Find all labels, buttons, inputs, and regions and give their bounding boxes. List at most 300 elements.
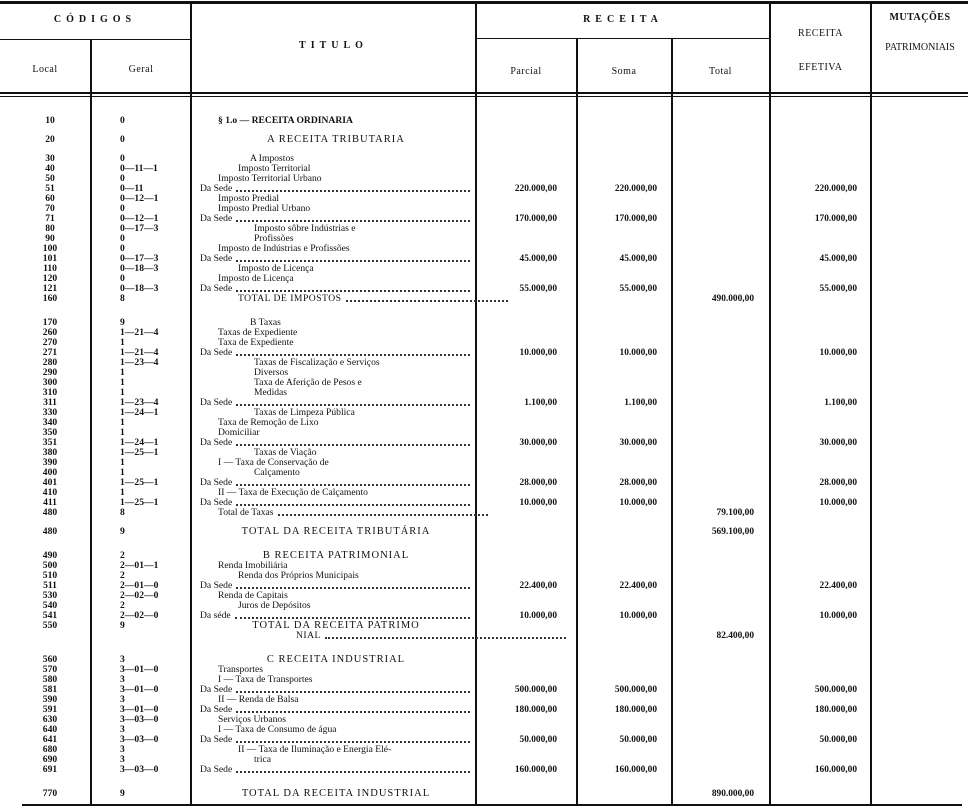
code-geral: 1 <box>120 377 125 388</box>
code-local: 591 <box>42 704 58 715</box>
dot-leader <box>236 254 470 262</box>
code-geral: 2 <box>120 550 125 561</box>
row-title <box>200 621 472 631</box>
value-receita-efetiva: 500.000,00 <box>814 685 857 695</box>
value-receita-efetiva: 10.000,00 <box>819 348 857 358</box>
table-row <box>0 418 968 428</box>
code-geral: 0 <box>120 115 125 126</box>
row-title <box>200 174 490 184</box>
code-local: 71 <box>45 213 55 224</box>
row-title <box>200 338 490 348</box>
code-local: 160 <box>42 293 58 304</box>
row-title-text: Imposto sôbre Indústrias e <box>254 223 356 234</box>
value-receita-efetiva: 55.000,00 <box>819 284 857 294</box>
table-row <box>0 789 968 799</box>
table-row <box>0 264 968 274</box>
row-title-text: Da Sede <box>200 347 233 358</box>
code-geral: 2—02—0 <box>120 610 159 621</box>
row-title-text: Medidas <box>254 387 288 398</box>
table-row <box>0 135 968 145</box>
code-geral: 0—18—3 <box>120 263 159 274</box>
dot-leader <box>235 611 470 619</box>
value-parcial: 28.000,00 <box>519 478 557 488</box>
value-soma: 500.000,00 <box>614 685 657 695</box>
row-title <box>200 458 490 468</box>
code-geral: 0—17—3 <box>120 253 159 264</box>
code-geral: 1—21—4 <box>120 327 159 338</box>
code-local: 80 <box>45 223 55 234</box>
table-row <box>0 294 968 304</box>
row-title-text: Da Sede <box>200 283 233 294</box>
row-title-text: Renda Imobiliária <box>218 560 288 571</box>
row-title-text: Da Sede <box>200 253 233 264</box>
code-geral: 0—11—1 <box>120 163 158 174</box>
dot-leader <box>236 348 470 356</box>
table-row <box>0 478 968 488</box>
code-local: 480 <box>42 526 58 537</box>
row-title-text: Imposto de Licença <box>238 263 314 274</box>
row-title <box>200 631 568 641</box>
row-title-text: Da Sede <box>200 684 233 695</box>
row-title-text: Taxa de Aferição de Pesos e <box>254 377 362 388</box>
value-soma: 160.000,00 <box>614 765 657 775</box>
row-title-text: Da Sede <box>200 497 233 508</box>
code-geral: 8 <box>120 507 125 518</box>
row-title-text: Imposto Territorial Urbano <box>218 173 322 184</box>
code-local: 640 <box>42 724 58 735</box>
code-geral: 3—03—0 <box>120 764 159 775</box>
code-geral: 1 <box>120 417 125 428</box>
row-title-text: I — Taxa de Consumo de água <box>218 724 337 735</box>
value-receita-efetiva: 28.000,00 <box>819 478 857 488</box>
code-geral: 1—25—1 <box>120 497 159 508</box>
code-geral: 0 <box>120 203 125 214</box>
row-title-text: B RECEITA PATRIMONIAL <box>262 550 410 561</box>
header-mutacoes-1: MUTAÇÕES <box>889 12 951 23</box>
code-geral: 3—01—0 <box>120 664 159 675</box>
code-local: 691 <box>42 764 58 775</box>
receita-rule <box>476 38 770 39</box>
code-local: 100 <box>42 243 58 254</box>
value-soma: 170.000,00 <box>614 214 657 224</box>
value-parcial: 160.000,00 <box>514 765 557 775</box>
value-parcial: 50.000,00 <box>519 735 557 745</box>
row-title-text: I — Taxa de Transportes <box>218 674 313 685</box>
code-local: 570 <box>42 664 58 675</box>
code-local: 290 <box>42 367 58 378</box>
code-local: 560 <box>42 654 58 665</box>
value-soma: 10.000,00 <box>619 348 657 358</box>
header-rule-bottom <box>0 96 968 97</box>
row-title <box>200 388 526 398</box>
code-local: 380 <box>42 447 58 458</box>
code-local: 590 <box>42 694 58 705</box>
row-title <box>200 468 526 478</box>
row-title-text: Taxas de Fiscalização e Serviços <box>254 357 380 368</box>
row-title-text: Profissões <box>254 233 294 244</box>
code-geral: 1—24—1 <box>120 437 159 448</box>
header-geral: Geral <box>128 64 154 75</box>
code-local: 170 <box>42 317 58 328</box>
code-local: 30 <box>45 153 55 164</box>
code-geral: 8 <box>120 293 125 304</box>
row-title-text: Domiciliar <box>218 427 260 438</box>
code-local: 541 <box>42 610 58 621</box>
table-row <box>0 408 968 418</box>
value-parcial: 10.000,00 <box>519 348 557 358</box>
code-geral: 3 <box>120 724 125 735</box>
code-local: 110 <box>43 263 57 274</box>
code-local: 401 <box>42 477 58 488</box>
row-title-text: Imposto Predial <box>218 193 280 204</box>
value-receita-efetiva: 30.000,00 <box>819 438 857 448</box>
table-row <box>0 378 968 388</box>
code-local: 101 <box>42 253 58 264</box>
table-row <box>0 224 968 234</box>
value-receita-efetiva: 160.000,00 <box>814 765 857 775</box>
row-title <box>200 675 490 685</box>
code-geral: 1—23—4 <box>120 357 159 368</box>
value-soma: 10.000,00 <box>619 498 657 508</box>
value-receita-efetiva: 22.400,00 <box>819 581 857 591</box>
value-receita-efetiva: 45.000,00 <box>819 254 857 264</box>
row-title-text: Serviços Urbanos <box>218 714 286 725</box>
code-geral: 1 <box>120 427 125 438</box>
code-local: 690 <box>42 754 58 765</box>
code-local: 60 <box>45 193 55 204</box>
row-title <box>200 224 526 234</box>
code-local: 510 <box>42 570 58 581</box>
code-local: 540 <box>42 600 58 611</box>
code-local: 480 <box>42 507 58 518</box>
value-total: 890.000,00 <box>711 789 754 799</box>
dot-leader <box>236 438 470 446</box>
code-geral: 0—17—3 <box>120 223 159 234</box>
code-geral: 1 <box>120 487 125 498</box>
code-local: 770 <box>42 788 58 799</box>
dot-leader <box>236 685 470 693</box>
code-geral: 0—12—1 <box>120 193 159 204</box>
code-geral: 1 <box>120 457 125 468</box>
code-geral: 0 <box>120 273 125 284</box>
row-title <box>200 488 490 498</box>
code-geral: 1 <box>120 467 125 478</box>
table-row <box>0 685 968 695</box>
header-titulo: TITULO <box>299 40 368 51</box>
dot-leader <box>236 214 470 222</box>
table-row <box>0 328 968 338</box>
row-title <box>200 508 490 518</box>
code-local: 271 <box>42 347 58 358</box>
table-row <box>0 631 968 641</box>
table-row <box>0 498 968 508</box>
table-row <box>0 621 968 631</box>
row-title-text: Calçamento <box>254 467 300 478</box>
code-local: 120 <box>42 273 58 284</box>
code-geral: 1—23—4 <box>120 397 159 408</box>
row-title <box>200 695 490 705</box>
value-parcial: 45.000,00 <box>519 254 557 264</box>
table-row <box>0 665 968 675</box>
table-row <box>0 458 968 468</box>
row-title-text: Da Sede <box>200 437 233 448</box>
value-receita-efetiva: 10.000,00 <box>819 611 857 621</box>
row-title <box>200 116 490 126</box>
code-local: 20 <box>45 134 55 145</box>
row-title <box>200 789 472 799</box>
code-local: 410 <box>42 487 58 498</box>
code-geral: 0 <box>120 173 125 184</box>
header-receita-efetiva-2: EFETIVA <box>798 62 843 73</box>
header-soma: Soma <box>611 66 637 77</box>
row-title-text: Da Sede <box>200 704 233 715</box>
value-receita-efetiva: 170.000,00 <box>814 214 857 224</box>
value-soma: 22.400,00 <box>619 581 657 591</box>
row-title-text: Da Sede <box>200 397 233 408</box>
row-title-text: A RECEITA TRIBUTARIA <box>267 134 405 145</box>
code-geral: 0 <box>120 233 125 244</box>
code-local: 511 <box>43 580 57 591</box>
code-local: 350 <box>42 427 58 438</box>
row-title-text: Diversos <box>254 367 289 378</box>
code-local: 581 <box>42 684 58 695</box>
code-geral: 2 <box>120 570 125 581</box>
row-title-text: Imposto Territorial <box>238 163 311 174</box>
value-parcial: 170.000,00 <box>514 214 557 224</box>
dot-leader <box>325 631 566 639</box>
row-title <box>200 204 490 214</box>
code-geral: 1 <box>120 387 125 398</box>
header-receita: RECEITA <box>583 14 663 25</box>
row-title-text: Taxas de Expediente <box>218 327 298 338</box>
row-title-text: TOTAL DA RECEITA PATRIMO <box>252 620 420 631</box>
table-row <box>0 448 968 458</box>
table-row <box>0 591 968 601</box>
header-mutacoes-2: PATRIMONIAIS <box>885 42 955 53</box>
code-local: 400 <box>42 467 58 478</box>
code-geral: 9 <box>120 620 125 631</box>
table-row <box>0 174 968 184</box>
value-receita-efetiva: 180.000,00 <box>814 705 857 715</box>
code-local: 351 <box>42 437 58 448</box>
code-local: 10 <box>45 115 55 126</box>
row-title <box>200 294 510 304</box>
row-title-text: Taxa de Expediente <box>218 337 294 348</box>
code-local: 280 <box>42 357 58 368</box>
code-geral: 3 <box>120 654 125 665</box>
code-geral: 3—01—0 <box>120 684 159 695</box>
row-title <box>200 755 526 765</box>
code-geral: 1—25—1 <box>120 447 159 458</box>
code-geral: 1—21—4 <box>120 347 159 358</box>
table-row <box>0 358 968 368</box>
value-receita-efetiva: 1.100,00 <box>824 398 857 408</box>
header-local: Local <box>32 64 58 75</box>
code-geral: 0—18—3 <box>120 283 159 294</box>
header-total: Total <box>709 66 732 77</box>
row-title <box>200 745 510 755</box>
header-receita-efetiva-1: RECEITA <box>798 28 843 39</box>
row-title <box>200 368 526 378</box>
code-geral: 3 <box>120 744 125 755</box>
code-local: 390 <box>42 457 58 468</box>
row-title-text: TOTAL DE IMPOSTOS <box>238 293 342 304</box>
top-rule <box>0 1 968 4</box>
code-local: 340 <box>42 417 58 428</box>
value-parcial: 500.000,00 <box>514 685 557 695</box>
table-row <box>0 164 968 174</box>
value-receita-efetiva: 220.000,00 <box>814 184 857 194</box>
row-title-text: II — Renda de Balsa <box>218 694 299 705</box>
code-geral: 9 <box>120 788 125 799</box>
dot-leader <box>236 398 470 406</box>
row-title-text: Juros de Depósitos <box>238 600 311 611</box>
code-geral: 1 <box>120 367 125 378</box>
row-title <box>200 358 526 368</box>
code-local: 311 <box>43 397 57 408</box>
table-row <box>0 508 968 518</box>
value-parcial: 10.000,00 <box>519 611 557 621</box>
table-row <box>0 194 968 204</box>
row-title-text: Taxas de Viação <box>254 447 317 458</box>
value-total: 569.100,00 <box>711 527 754 537</box>
code-geral: 0 <box>120 134 125 145</box>
header-codigos: CÓDIGOS <box>53 14 137 25</box>
value-receita-efetiva: 50.000,00 <box>819 735 857 745</box>
row-title-text: Da Sede <box>200 580 233 591</box>
code-geral: 0 <box>120 153 125 164</box>
dot-leader <box>236 478 470 486</box>
code-geral: 3—03—0 <box>120 734 159 745</box>
value-soma: 55.000,00 <box>619 284 657 294</box>
row-title <box>200 725 490 735</box>
bottom-rule <box>22 804 962 806</box>
code-geral: 1 <box>120 337 125 348</box>
code-geral: 2—01—0 <box>120 580 159 591</box>
value-soma: 10.000,00 <box>619 611 657 621</box>
table-row <box>0 284 968 294</box>
dot-leader <box>236 498 470 506</box>
table-row <box>0 561 968 571</box>
row-title-text: Da Sede <box>200 183 233 194</box>
row-title-text: Da Sede <box>200 734 233 745</box>
row-title-text: Imposto Predial Urbano <box>218 203 311 214</box>
row-title-text: Renda dos Próprios Municipais <box>238 570 359 581</box>
code-local: 270 <box>42 337 58 348</box>
row-title-text: Imposto de Licença <box>218 273 294 284</box>
row-title <box>200 571 510 581</box>
value-total: 82.400,00 <box>716 631 754 641</box>
dot-leader <box>236 705 470 713</box>
table-row <box>0 745 968 755</box>
row-title-text: TOTAL DA RECEITA TRIBUTÁRIA <box>241 526 431 537</box>
value-total: 79.100,00 <box>716 508 754 518</box>
row-title-text: Da Sede <box>200 477 233 488</box>
row-title-text: B Taxas <box>250 317 281 328</box>
dot-leader <box>236 284 470 292</box>
code-geral: 0 <box>120 243 125 254</box>
value-soma: 28.000,00 <box>619 478 657 488</box>
header-parcial: Parcial <box>510 66 542 77</box>
dot-leader <box>236 765 470 773</box>
code-local: 500 <box>42 560 58 571</box>
row-title <box>200 274 490 284</box>
code-geral: 9 <box>120 526 125 537</box>
code-local: 90 <box>45 233 55 244</box>
code-local: 330 <box>42 407 58 418</box>
value-parcial: 220.000,00 <box>514 184 557 194</box>
code-local: 411 <box>43 497 57 508</box>
code-geral: 3—03—0 <box>120 714 159 725</box>
header-rule-top <box>0 92 968 94</box>
row-title <box>200 244 490 254</box>
row-title <box>200 428 490 438</box>
value-parcial: 1.100,00 <box>524 398 557 408</box>
table-row <box>0 611 968 621</box>
row-title-text: II — Taxa de Iluminação e Energia Elé- <box>238 744 392 755</box>
revenue-table-body <box>0 116 968 799</box>
row-title-text: Taxas de Limpeza Pública <box>254 407 355 418</box>
code-geral: 1—24—1 <box>120 407 159 418</box>
code-geral: 2—01—1 <box>120 560 159 571</box>
value-soma: 220.000,00 <box>614 184 657 194</box>
code-geral: 3 <box>120 754 125 765</box>
code-geral: 2 <box>120 600 125 611</box>
row-title-text: Total de Taxas <box>218 507 274 518</box>
code-geral: 0—12—1 <box>120 213 159 224</box>
code-geral: 3 <box>120 694 125 705</box>
dot-leader <box>346 294 509 302</box>
code-geral: 1—25—1 <box>120 477 159 488</box>
code-geral: 9 <box>120 317 125 328</box>
code-local: 530 <box>42 590 58 601</box>
code-geral: 0—11 <box>120 183 144 194</box>
code-local: 641 <box>42 734 58 745</box>
code-local: 50 <box>45 173 55 184</box>
code-local: 40 <box>45 163 55 174</box>
table-row <box>0 765 968 775</box>
row-title-text: § 1.o — RECEITA ORDINARIA <box>218 115 353 126</box>
table-row <box>0 234 968 244</box>
row-title-text: NIAL <box>296 630 321 641</box>
row-title-text: Da séde <box>200 610 231 621</box>
code-local: 300 <box>42 377 58 388</box>
row-title-text: Taxa de Remoção de Lixo <box>218 417 319 428</box>
code-local: 121 <box>42 283 58 294</box>
code-local: 260 <box>42 327 58 338</box>
value-soma: 30.000,00 <box>619 438 657 448</box>
code-local: 490 <box>42 550 58 561</box>
code-geral: 2—02—0 <box>120 590 159 601</box>
row-title-text: II — Taxa de Execução de Calçamento <box>218 487 368 498</box>
row-title-text: TOTAL DA RECEITA INDUSTRIAL <box>241 788 431 799</box>
table-row <box>0 715 968 725</box>
row-title <box>200 135 472 145</box>
value-soma: 1.100,00 <box>624 398 657 408</box>
value-parcial: 180.000,00 <box>514 705 557 715</box>
dot-leader <box>236 184 470 192</box>
row-title <box>200 527 472 537</box>
value-parcial: 55.000,00 <box>519 284 557 294</box>
value-soma: 50.000,00 <box>619 735 657 745</box>
value-receita-efetiva: 10.000,00 <box>819 498 857 508</box>
value-parcial: 22.400,00 <box>519 581 557 591</box>
row-title-text: Renda de Capitais <box>218 590 288 601</box>
row-title-text: trica <box>254 754 272 765</box>
row-title-text: C RECEITA INDUSTRIAL <box>266 654 406 665</box>
dot-leader <box>236 581 470 589</box>
value-total: 490.000,00 <box>711 294 754 304</box>
